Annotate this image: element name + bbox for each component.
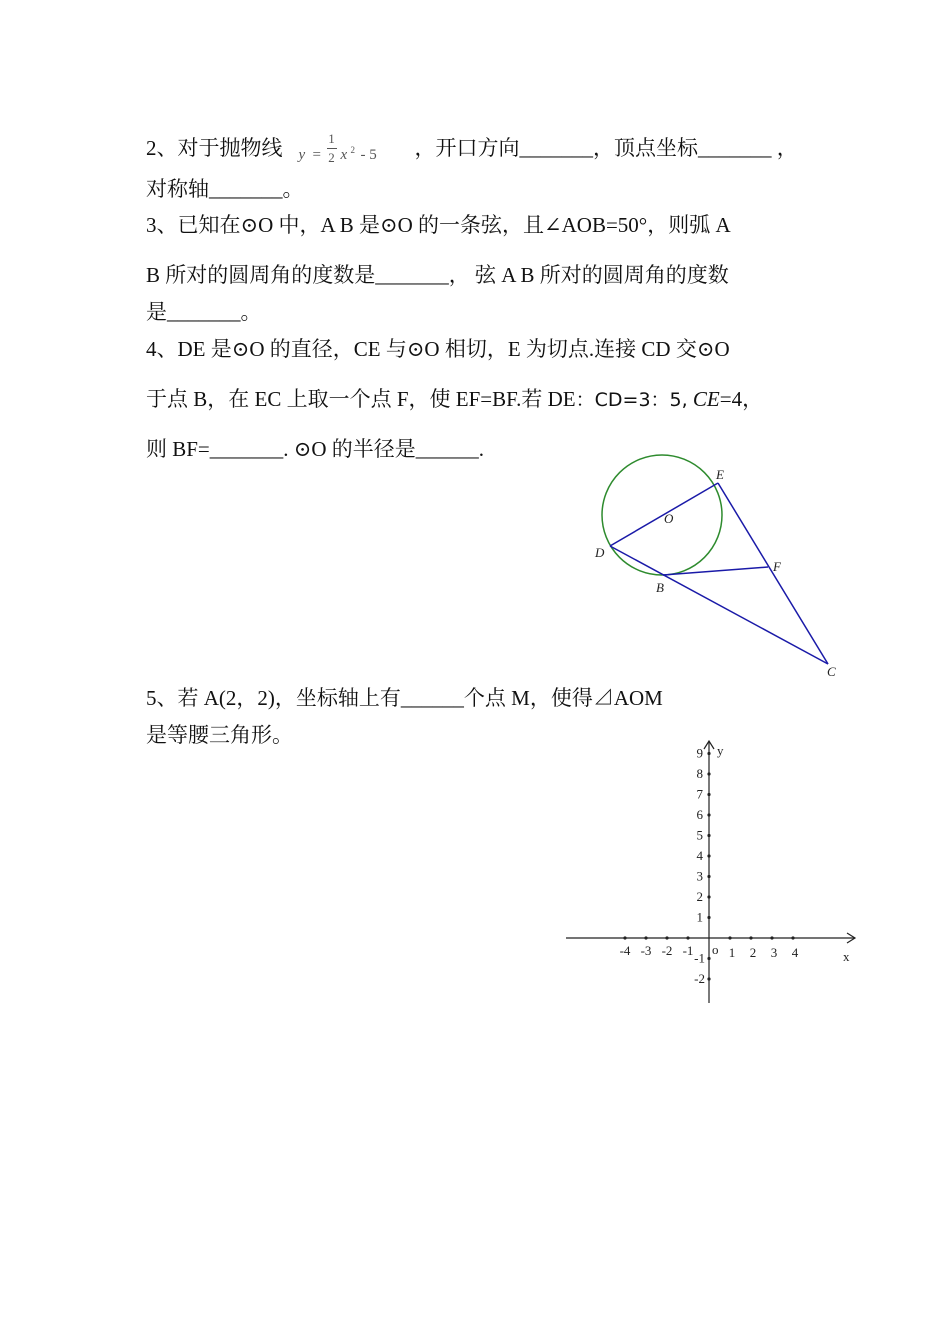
- x-tick-mark: [623, 936, 626, 939]
- x-tick-label: 4: [791, 945, 799, 960]
- secant-dc: [610, 546, 828, 664]
- q2-line2: 对称轴_______。: [146, 177, 304, 201]
- q3-line1: 3、已知在⊙O 中，A B 是⊙O 的一条弦，且∠AOB=50°，则弧 A: [146, 213, 731, 237]
- circle-tangent-figure: [590, 460, 850, 680]
- y-tick-label: 1: [696, 909, 703, 925]
- x-tick-mark: [644, 936, 647, 939]
- y-tick-label: 8: [696, 766, 703, 781]
- q5-line2: 是等腰三角形。: [146, 723, 293, 747]
- y-tick-label: 5: [696, 827, 703, 843]
- y-tick-mark: [707, 772, 710, 775]
- x-tick-label: 2: [749, 945, 757, 960]
- x-tick-label: 3: [770, 945, 778, 960]
- label-d: D: [595, 545, 605, 560]
- x-tick-mark: [791, 936, 794, 939]
- label-o: O: [664, 511, 674, 526]
- x-tick-label: -3: [640, 943, 652, 958]
- q4-line3: 则 BF=_______. ⊙O 的半径是______.: [146, 437, 485, 461]
- y-tick-label: 6: [696, 807, 703, 822]
- y-tick-mark: [707, 875, 710, 878]
- y-tick-mark: [707, 834, 710, 837]
- origin-label: o: [712, 942, 719, 957]
- label-b: B: [656, 580, 664, 595]
- y-axis-label: y: [717, 743, 724, 758]
- y-tick-mark: [707, 813, 710, 816]
- y-tick-mark: [707, 752, 710, 755]
- x-tick-mark: [686, 936, 689, 939]
- q3-line2: B 所对的圆周角的度数是_______， 弦 A B 所对的圆周角的度数: [146, 263, 729, 287]
- y-tick-label: 9: [696, 745, 703, 761]
- y-tick-label: -2: [694, 971, 705, 986]
- x-axis-label: x: [843, 949, 850, 964]
- fraction-one-half: 1 2: [328, 131, 335, 165]
- x-tick-mark: [665, 936, 668, 939]
- y-tick-label: 4: [696, 848, 703, 863]
- y-tick-label: 2: [696, 889, 703, 904]
- y-tick-mark: [707, 854, 710, 857]
- x-tick-label: -1: [682, 943, 694, 958]
- x-tick-label: -2: [661, 943, 673, 958]
- y-tick-label: 3: [696, 868, 703, 884]
- x-tick-mark: [728, 936, 731, 939]
- q2-line1: [146, 130, 798, 170]
- y-tick-label: 7: [696, 786, 703, 802]
- x-tick-mark: [770, 936, 773, 939]
- q5-line1: 5、若 A(2，2)，坐标轴上有______个点 M，使得⊿AOM: [146, 686, 663, 710]
- q2-after-eq: ，开口方向_______，顶点坐标_______ ，: [414, 135, 798, 160]
- label-e: E: [716, 467, 724, 482]
- y-tick-mark: [707, 957, 710, 960]
- y-tick-mark: [707, 916, 710, 919]
- segment-bf: [663, 567, 768, 575]
- q3-line3: 是_______。: [146, 300, 262, 324]
- q4-line2: 于点 B，在 EC 上取一个点 F，使 EF=BF.若 DE：CD=3：5, CE=4，: [146, 387, 764, 411]
- y-tick-mark: [707, 793, 710, 796]
- x-tick-label: 1: [728, 945, 736, 960]
- q2-prefix: 2、对于抛物线: [146, 135, 283, 160]
- coordinate-axes: [560, 735, 860, 1015]
- x-tick-mark: [749, 936, 752, 939]
- y-tick-label: -1: [694, 950, 705, 966]
- y-tick-mark: [707, 895, 710, 898]
- label-c: C: [827, 664, 836, 679]
- y-tick-mark: [707, 977, 710, 980]
- q4-line1: 4、DE 是⊙O 的直径，CE 与⊙O 相切，E 为切点.连接 CD 交⊙O: [146, 337, 730, 361]
- x-tick-label: -4: [619, 943, 631, 958]
- label-f: F: [773, 559, 781, 574]
- parabola-equation: y = 1 2 x 2 - 5: [298, 131, 377, 165]
